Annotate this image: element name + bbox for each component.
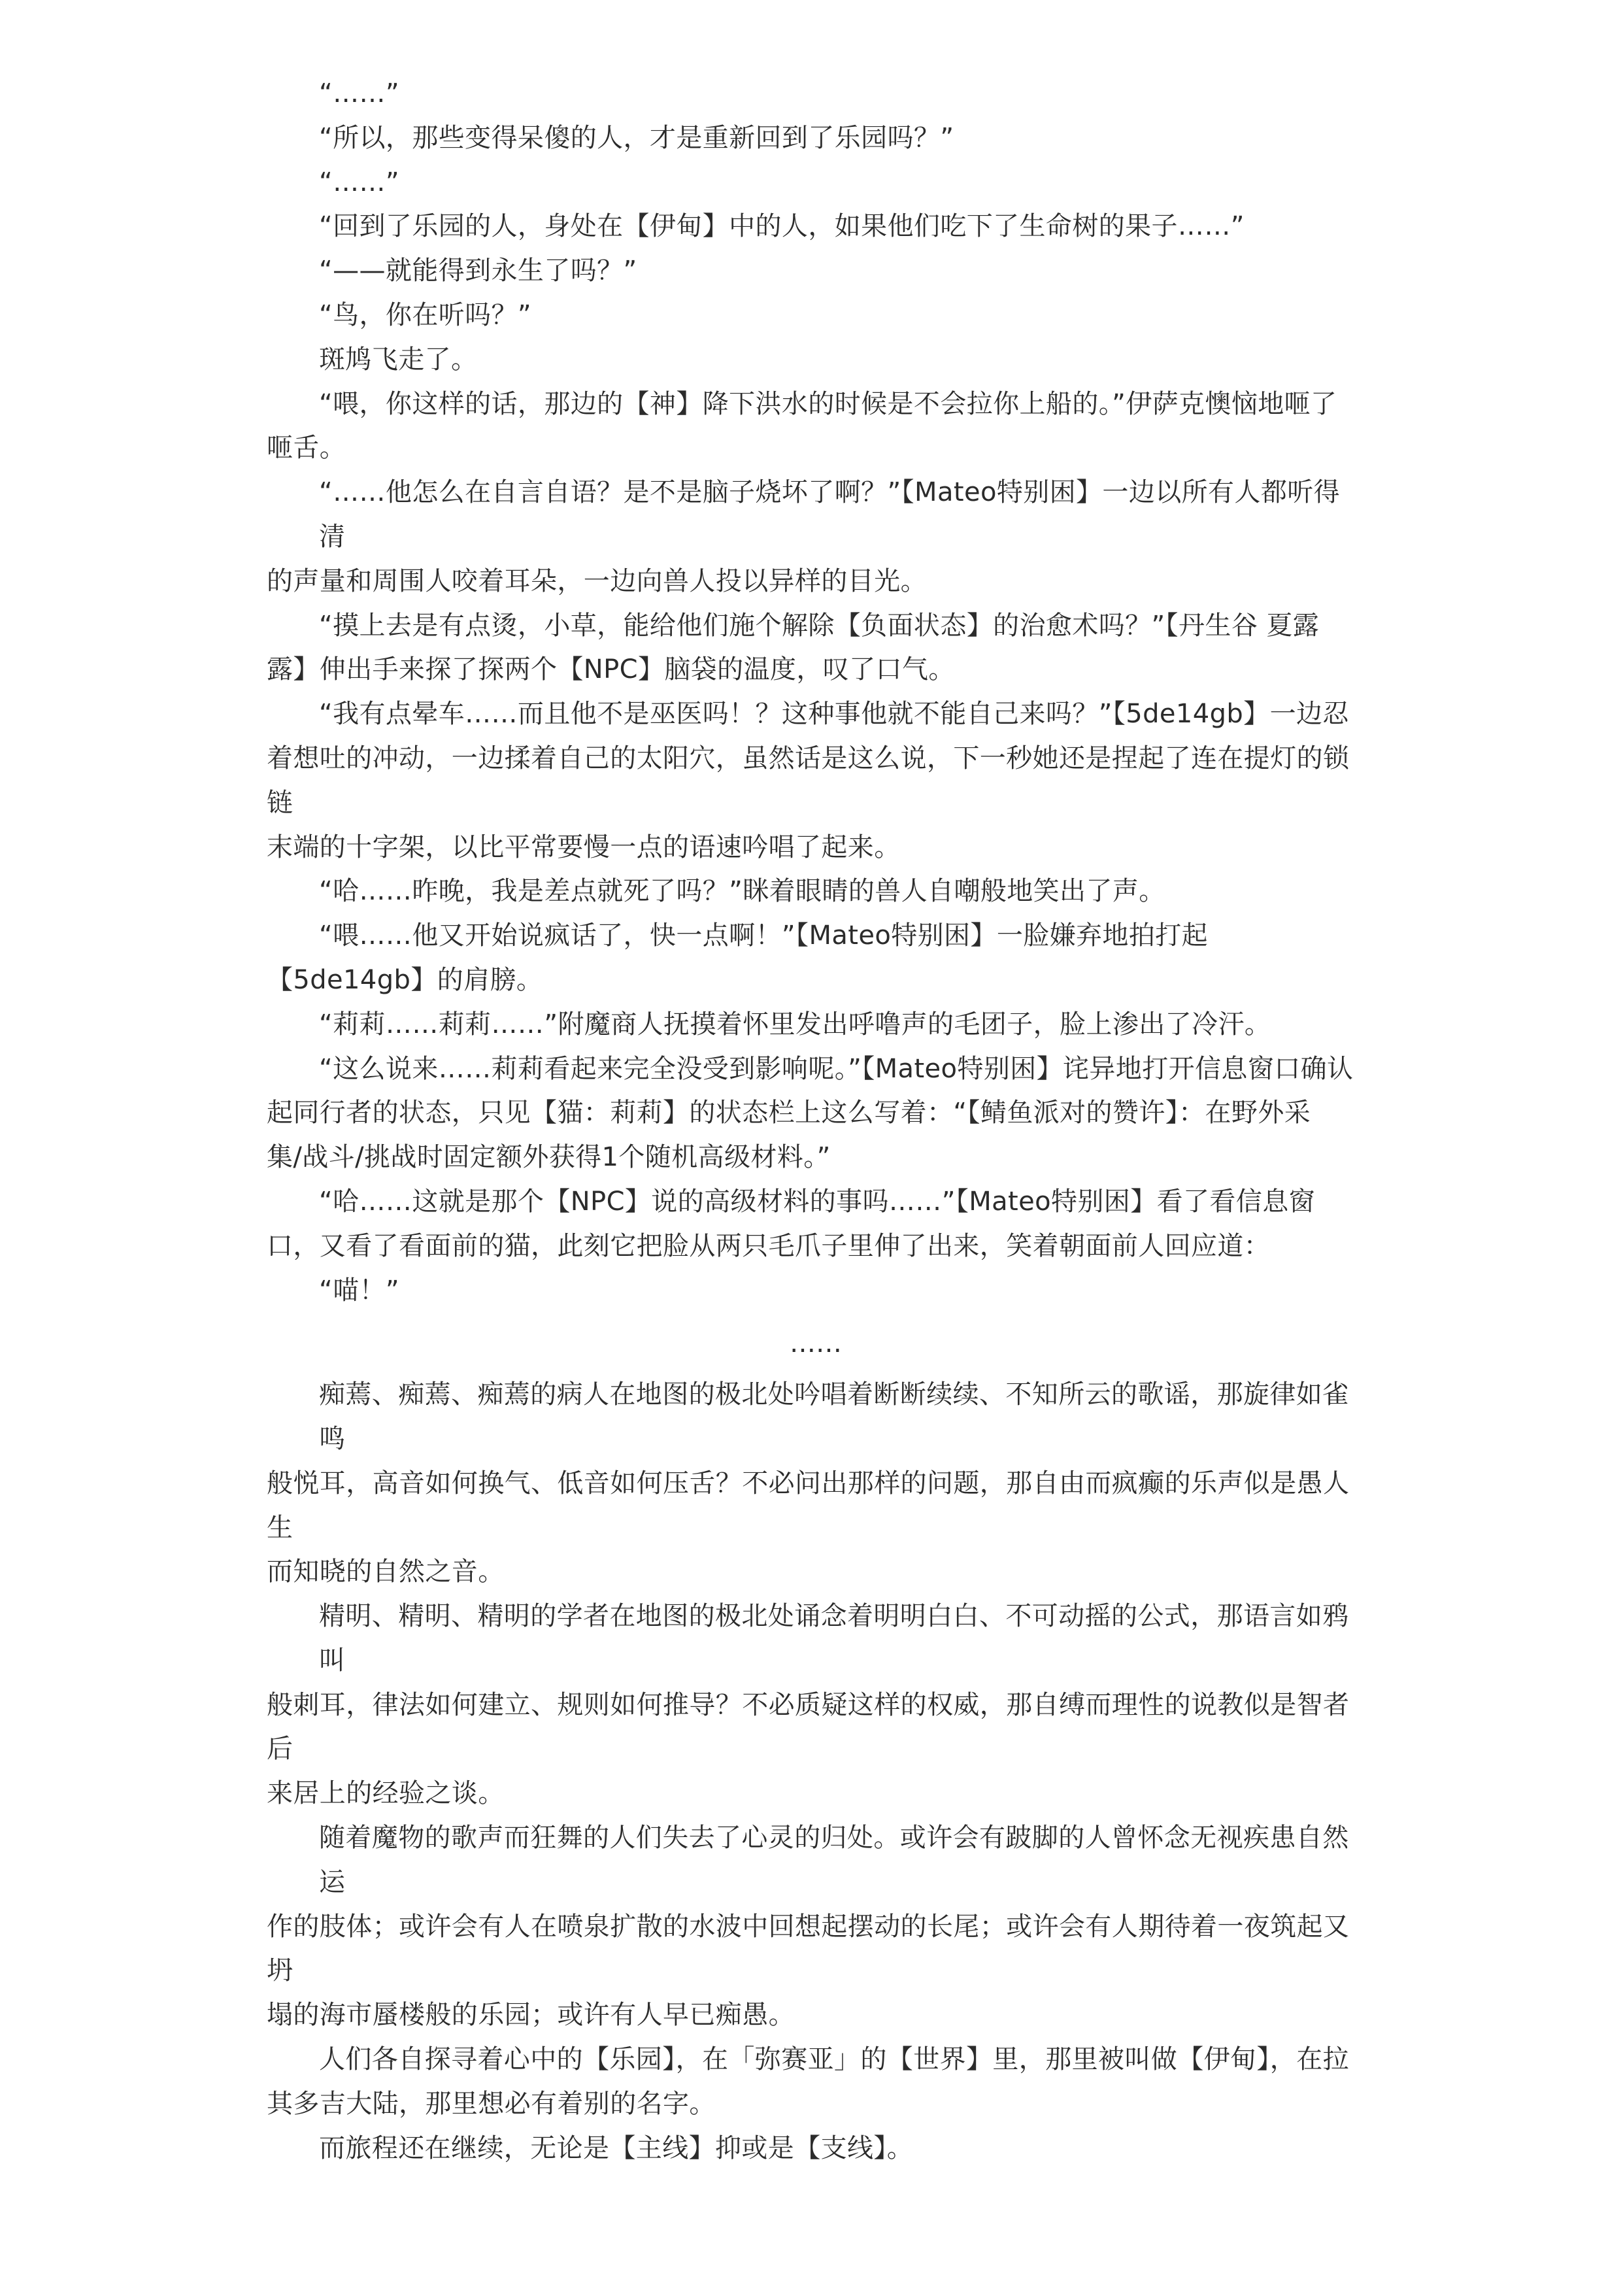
paragraph-line: 而旅程还在继续，无论是【主线】抑或是【支线】。 xyxy=(319,2133,914,2163)
paragraph-line: “所以，那些变得呆傻的人，才是重新回到了乐园吗？” xyxy=(319,122,954,153)
paragraph xyxy=(267,1816,1365,2038)
paragraph-line: 般刺耳，律法如何建立、规则如何推导？不必质疑这样的权威，那自缚而理性的说教似是智者后 xyxy=(267,1689,1350,1764)
paragraph xyxy=(267,1373,1365,1595)
paragraph-line: 精明、精明、精明的学者在地图的极北处诵念着明明白白、不可动摇的公式，那语言如鸦叫 xyxy=(319,1601,1349,1676)
paragraph xyxy=(267,205,1365,249)
paragraph-line: 随着魔物的歌声而狂舞的人们失去了心灵的归处。或许会有跛脚的人曾怀念无视疾患自然运 xyxy=(319,1823,1349,1897)
section-separator: …… xyxy=(790,1328,842,1359)
paragraph-line: 痴蔫、痴蔫、痴蔫的病人在地图的极北处吟唱着断断续续、不知所云的歌谣，那旋律如雀鸣 xyxy=(319,1379,1349,1454)
paragraph-line: “回到了乐园的人，身处在【伊甸】中的人，如果他们吃下了生命树的果子……” xyxy=(319,211,1245,242)
paragraph xyxy=(267,2127,1365,2171)
paragraph-line: “——就能得到永生了吗？” xyxy=(319,256,637,286)
paragraph-line: 露】伸出手来探了探两个【NPC】脑袋的温度，叹了口气。 xyxy=(267,654,955,685)
paragraph xyxy=(267,471,1365,603)
story-section-1 xyxy=(267,72,1365,1313)
document-body xyxy=(267,72,1365,2170)
paragraph-line: 来居上的经验之谈。 xyxy=(267,1778,505,1809)
paragraph-line: “喵！” xyxy=(319,1275,400,1306)
paragraph-line: 起同行者的状态，只见【猫：莉莉】的状态栏上这么写着：“【鲭鱼派对的赞许】：在野外采 xyxy=(267,1098,1311,1128)
paragraph-line: 口，又看了看面前的猫，此刻它把脸从两只毛爪子里伸了出来，笑着朝面前人回应道： xyxy=(267,1230,1271,1261)
paragraph xyxy=(267,338,1365,382)
paragraph xyxy=(267,1003,1365,1047)
paragraph xyxy=(267,249,1365,294)
paragraph-line: 其多吉大陆，那里想必有着别的名字。 xyxy=(267,2088,716,2119)
paragraph-line: 般悦耳，高音如何换气、低音如何压舌？不必问出那样的问题，那自由而疯癫的乐声似是愚人生 xyxy=(267,1468,1350,1543)
paragraph-line: 斑鸠飞走了。 xyxy=(319,344,478,375)
paragraph xyxy=(267,116,1365,161)
paragraph-line: 的声量和周围人咬着耳朵，一边向兽人投以异样的目光。 xyxy=(267,566,927,596)
paragraph xyxy=(267,294,1365,338)
paragraph xyxy=(267,1269,1365,1313)
paragraph-line: “喂，你这样的话，那边的【神】降下洪水的时候是不会拉你上船的。”伊萨克懊恼地咂了 xyxy=(319,388,1337,419)
paragraph xyxy=(267,692,1365,869)
paragraph xyxy=(267,869,1365,914)
paragraph-line: “我有点晕车……而且他不是巫医吗！？这种事他就不能自己来吗？”【5de14gb】一边忍 xyxy=(319,699,1349,730)
paragraph-line: 集/战斗/挑战时固定额外获得1个随机高级材料。” xyxy=(267,1142,831,1173)
paragraph-line: “鸟，你在听吗？” xyxy=(319,299,532,330)
paragraph-line: 作的肢体；或许会有人在喷泉扩散的水波中回想起摆动的长尾；或许会有人期待着一夜筑起又坍 xyxy=(267,1911,1350,1986)
paragraph xyxy=(267,72,1365,116)
paragraph xyxy=(267,1595,1365,1816)
paragraph xyxy=(267,1180,1365,1269)
story-section-2 xyxy=(267,1373,1365,2170)
paragraph xyxy=(267,1047,1365,1180)
paragraph-line: 塌的海市蜃楼般的乐园；或许有人早已痴愚。 xyxy=(267,2000,795,2031)
paragraph-line: “……他怎么在自言自语？是不是脑子烧坏了啊？”【Mateo特别困】一边以所有人都听得清 xyxy=(319,477,1341,552)
paragraph-line: “这么说来……莉莉看起来完全没受到影响呢。”【Mateo特别困】诧异地打开信息窗口确认 xyxy=(319,1053,1354,1084)
paragraph-line: “……” xyxy=(319,167,400,197)
paragraph-line: 咂舌。 xyxy=(267,433,346,464)
paragraph-line: 而知晓的自然之音。 xyxy=(267,1557,505,1587)
paragraph-line: “哈……这就是那个【NPC】说的高级材料的事吗……”【Mateo特别困】看了看信息窗 xyxy=(319,1186,1316,1217)
paragraph-line: 着想吐的冲动，一边揉着自己的太阳穴，虽然话是这么说，下一秒她还是捏起了连在提灯的锁链 xyxy=(267,743,1350,818)
paragraph xyxy=(267,382,1365,471)
paragraph-line: 【5de14gb】的肩膀。 xyxy=(267,964,543,995)
paragraph-line: “哈……昨晚，我是差点就死了吗？”眯着眼睛的兽人自嘲般地笑出了声。 xyxy=(319,876,1165,907)
paragraph-line: “……” xyxy=(319,78,400,109)
paragraph xyxy=(267,604,1365,693)
paragraph-line: “摸上去是有点烫，小草，能给他们施个解除【负面状态】的治愈术吗？”【丹生谷 夏露 xyxy=(319,610,1320,641)
paragraph-line: 末端的十字架，以比平常要慢一点的语速吟唱了起来。 xyxy=(267,832,901,862)
paragraph xyxy=(267,161,1365,205)
paragraph-line: 人们各自探寻着心中的【乐园】，在「弥赛亚」的【世界】里，那里被叫做【伊甸】，在拉 xyxy=(319,2044,1349,2075)
paragraph xyxy=(267,914,1365,1003)
paragraph-line: “喂……他又开始说疯话了，快一点啊！”【Mateo特别困】一脸嫌弃地拍打起 xyxy=(319,920,1209,951)
paragraph xyxy=(267,2038,1365,2127)
paragraph-line: “莉莉……莉莉……”附魔商人抚摸着怀里发出呼噜声的毛团子，脸上渗出了冷汗。 xyxy=(319,1009,1271,1039)
